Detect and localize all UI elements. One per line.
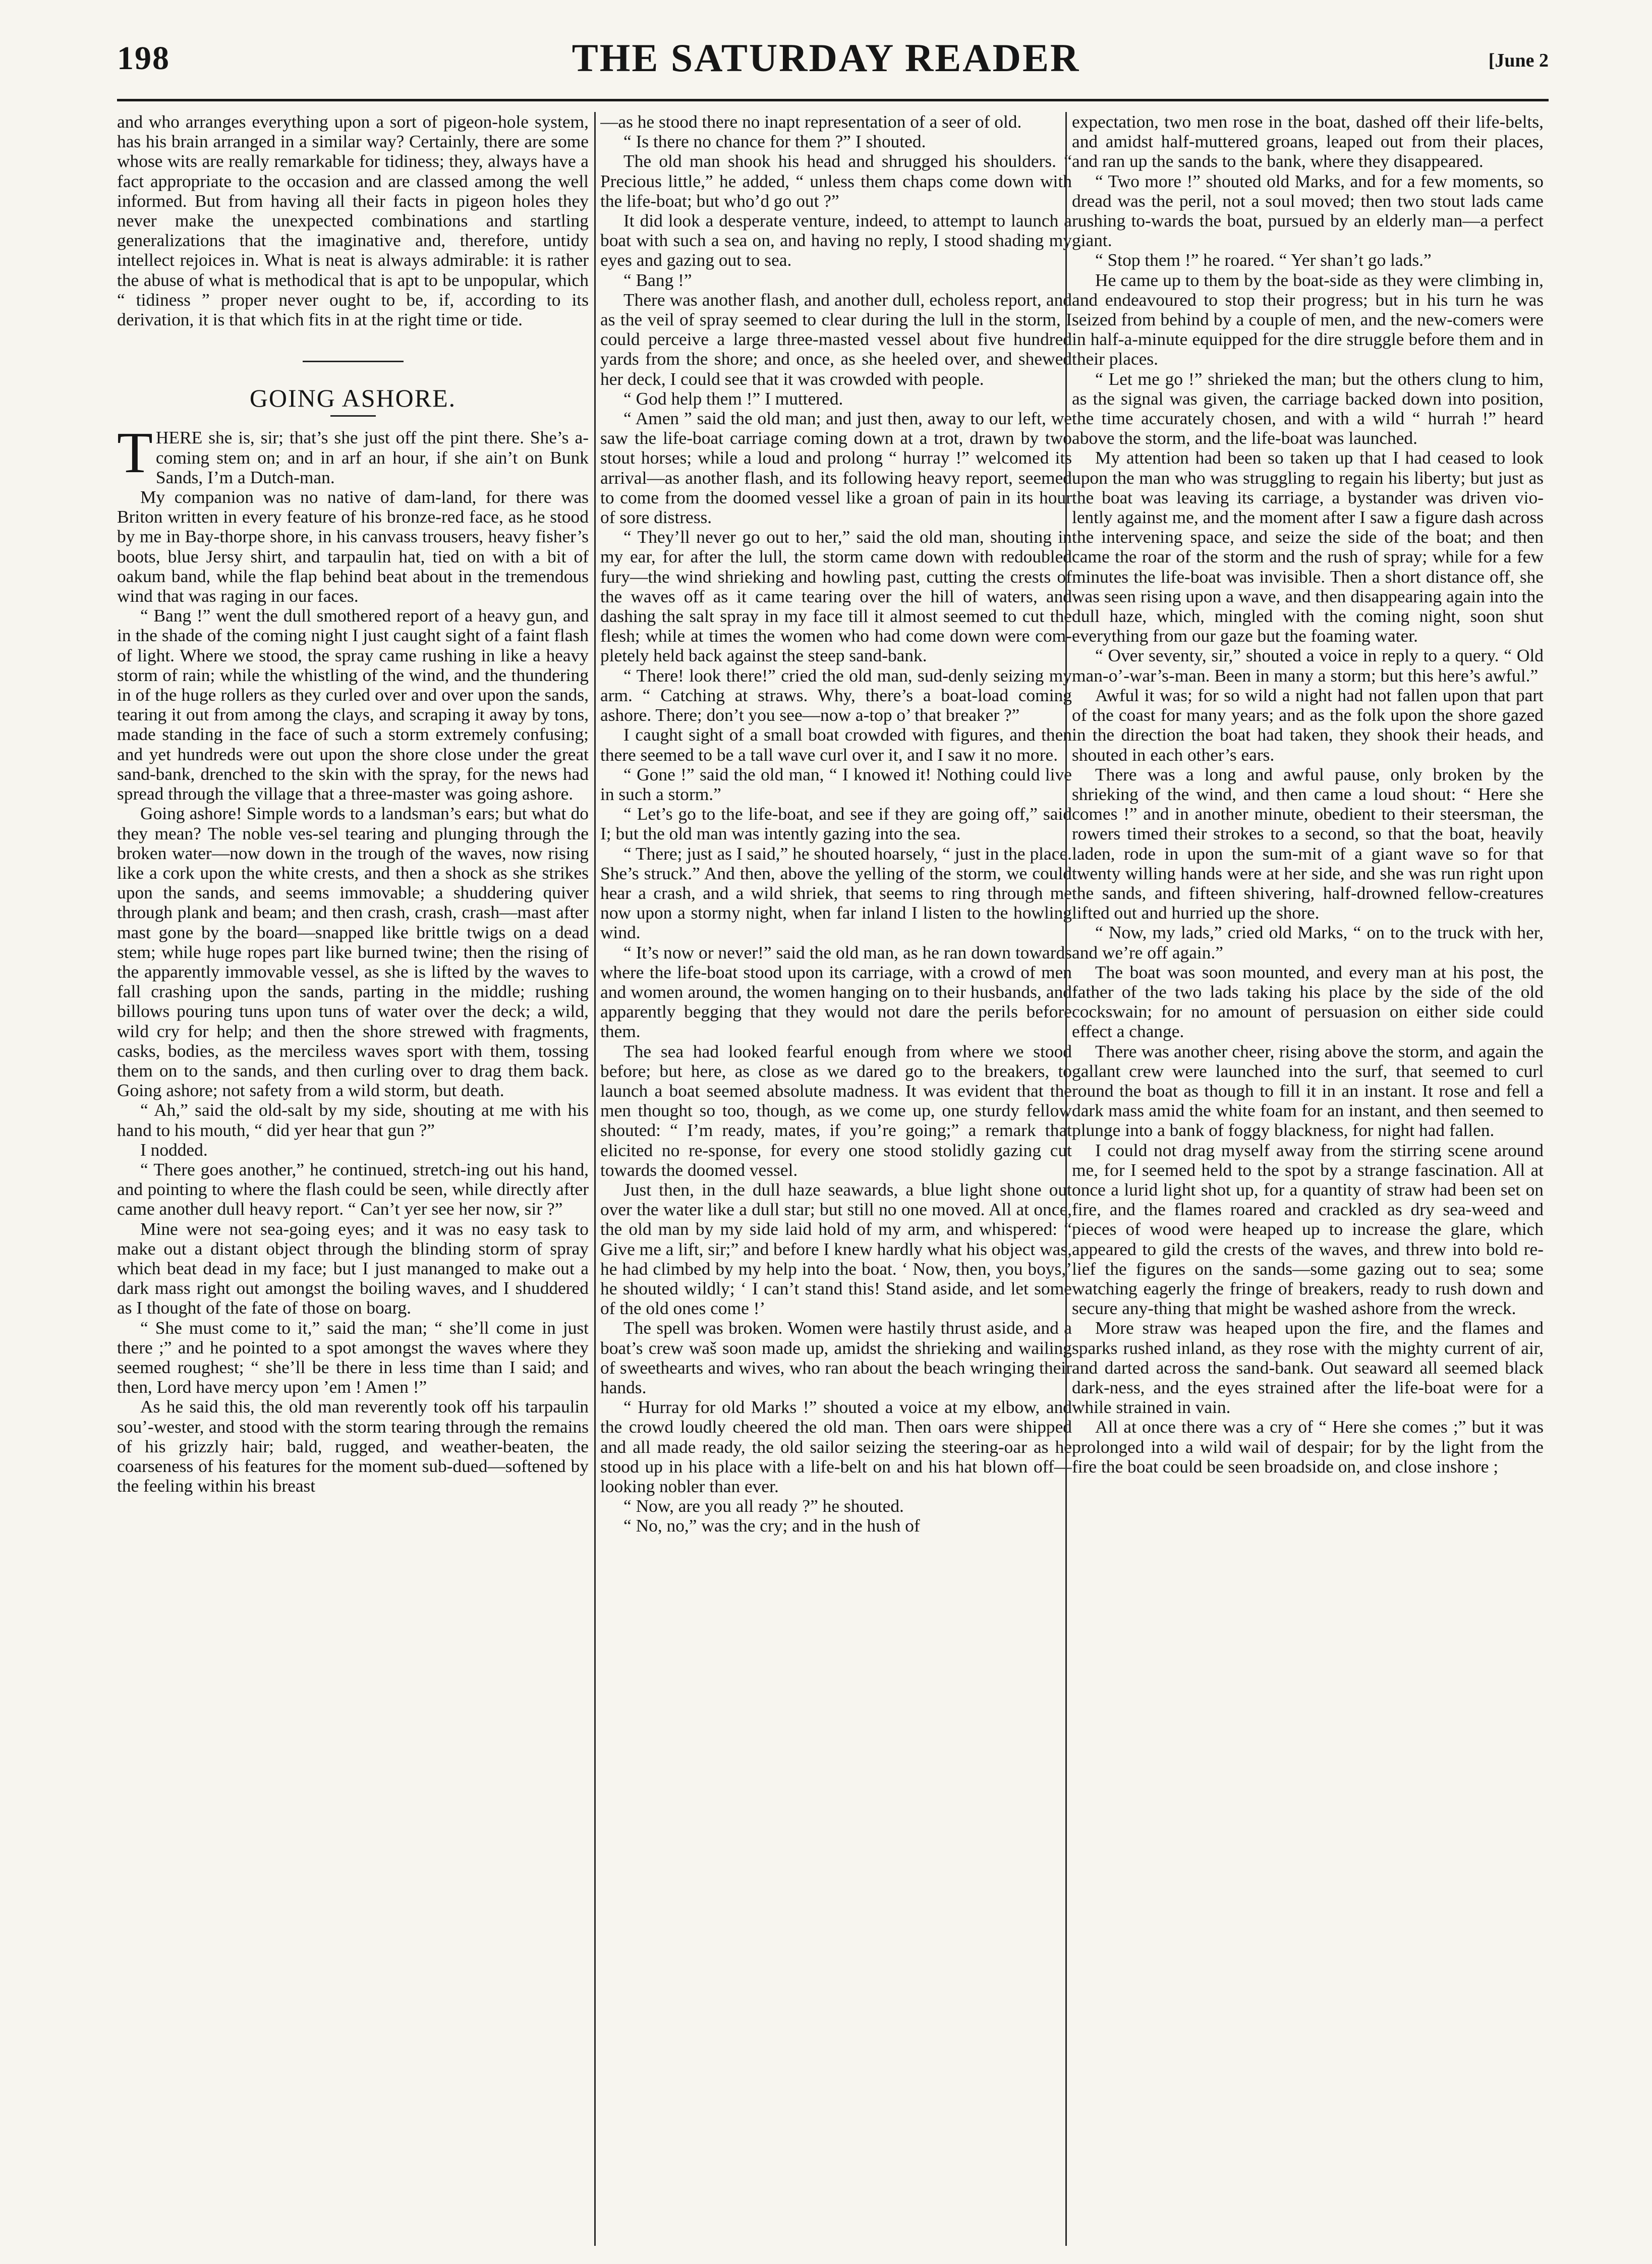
paragraph: “ They’ll never go out to her,” said the old man, shouting in my ear, for after the lull, the storm came down with redoubled fury—the wind shrieking and howling past, cutting the crests of the waves off as it came tearing over the hill of waters, and dashing the salt spray in my face till it almost seemed to cut the flesh; while at times the women who had come down were com-pletely held back against the steep sand-bank. [600,527,1072,666]
previous-article-ending: and who arranges everything upon a sort of pigeon-hole system, has his brain arranged in a similar way? Certainly, there are some whose wits are really remarkable for tidiness; they, always have a fact appropriate to the occasion and are classed among the well informed. But from having all their facts in pigeon holes they never make the unexpected combinations and startling generalizations that the imaginative and, therefore, untidy intellect rejoices in. What is neat is always admirable: it is rather the abuse of what is methodical that is apt to be unpopular, which “ tidiness ” proper never ought to be, if, according to its derivation, it is that which fits in at the right time or tide. [117,112,589,330]
article-body-part-1 [117,421,589,1496]
column-divider [1065,112,1067,2246]
paragraph: Just then, in the dull haze seawards, a blue light shone out over the water like a dull star; but still no one moved. All at once, the old man by my side laid hold of my arm, and whispered: “ Give me a lift, sir;” and before I knew hardly what his object was, he had climbed by my help into the boat. ‘ Now, then, you boys,’ he shouted wildly; ‘ I can’t stand this! Stand aside, and let some of the old ones come !’ [600,1179,1072,1319]
text-column-3 [1072,112,1544,2248]
paragraph: Awful it was; for so wild a night had not fallen upon that part of the coast for many years; and as the folk upon the shore gazed in the direction the boat had taken, they shook their heads, and shouted in each other’s ears. [1072,685,1544,765]
issue-date: [June 2 [1488,50,1549,71]
paragraph: “ Let me go !” shrieked the man; but the others clung to him, as the signal was given, the carriage backed down into position, the time accurately chosen, and with a wild “ hurrah !” heard above the storm, and the life-boat was launched. [1072,368,1544,448]
paragraph: “ Now, are you all ready ?” he shouted. [623,1496,904,1516]
paragraph: All at once there was a cry of “ Here she comes ;” but it was prolonged into a wild wail of despair; for by the light from the fire the boat could be seen broadside on, and close inshore ; [1072,1417,1544,1477]
paragraph: As he said this, the old man reverently took off his tarpaulin sou’-wester, and stood with the storm tearing through the remains of his grizzly hair; bald, rugged, and weather-beaten, the coarseness of his features for the moment sub-dued—softened by the feeling within his breast [117,1396,589,1496]
paragraph: “ Hurray for old Marks !” shouted a voice at my elbow, and the crowd loudly cheered the old man. Then oars were shipped and all made ready, the old sailor seizing the steering-oar as he stood up in his place with a life-belt on and his hat blown off—looking nobler than ever. [600,1397,1072,1497]
paragraph: “ There goes another,” he continued, stretch-ing out his hand, and pointing to where the flash could be seen, while directly after came another dull heavy report. “ Can’t yer see her now, sir ?” [117,1159,589,1219]
paragraph: It did look a desperate venture, indeed, to attempt to launch a boat with such a sea on, and having no reply, I stood shading my eyes and gazing out to sea. [600,210,1072,270]
paragraph: “ Gone !” said the old man, “ I knowed it! Nothing could live in such a storm.” [600,764,1072,804]
paragraph: “ Amen ” said the old man; and just then, away to our left, we saw the life-boat carriage coming down at a trot, drawn by two stout horses; while a loud and prolong “ hurray !” welcomed its arrival—as another flash, and its following heavy report, seemed to come from the doomed vessel like a groan of pain in its hour of sore distress. [600,408,1072,528]
paragraph: “ She must come to it,” said the man; “ she’ll come in just there ;” and he pointed to a spot amongst the waves where they seemed roughest; “ she’ll be there in less time than I said; and then, Lord have mercy upon ’em ! Amen !” [117,1317,589,1397]
paragraph: The boat was soon mounted, and every man at his post, the father of the two lads taking his place by the side of the old cockswain; for no amount of persuasion on either side could effect a change. [1072,961,1544,1042]
paragraph: There was another cheer, rising above the storm, and again the gallant crew were launched into the surf, that seemed to curl round the boat as though to fill it in an instant. It rose and fell a dark mass amid the white foam for an instant, and then seemed to plunge into a bank of foggy blackness, for night had fallen. [1072,1041,1544,1141]
paragraph: “ Now, my lads,” cried old Marks, “ on to the truck with her, and we’re off again.” [1072,922,1544,963]
text-column-1 [117,112,589,2248]
paragraph: More straw was heaped upon the fire, and the flames and sparks rushed inland, as they rose with the mighty current of air, and darted across the sand-bank. Out seaward all seemed black dark-ness, and the eyes strained after the life-boat were for a while strained in vain. [1072,1318,1544,1418]
article-body-part-3 [1072,112,1544,1477]
paragraph: “ It’s now or never!” said the old man, as he ran down towards where the life-boat stood upon its carriage, with a crowd of men and women around, the women hanging on to their husbands, and apparently begging that they would not dare the perils before them. [600,942,1072,1042]
paragraph: The old man shook his head and shrugged his shoulders. “ Precious little,” he added, “ unless them chaps come down with the life-boat; but who’d go out ?” [600,151,1072,211]
article-title: GOING ASHORE. [249,384,457,413]
paragraph: The sea had looked fearful enough from where we stood before; but here, as close as we dared go to the breakers, to launch a boat seemed absolute madness. It was evident that the men thought so too, though, as we come up, one sturdy fellow shouted: “ I’m ready, mates, if you’re going;” a remark that elicited no re-sponse, for every one stood stolidly gazing cut towards the doomed vessel. [600,1041,1072,1180]
paragraph: “ There! look there!” cried the old man, sud-denly seizing my arm. “ Catching at straws. Why, there’s a boat-load coming ashore. There; don’t you see—now a-top o’ that breaker ?” [600,665,1072,725]
paragraph: My attention had been so taken up that I had ceased to look upon the man who was struggling to regain his liberty; but just as the boat was leaving its carriage, a bystander was driven vio-lently against me, and the moment after I saw a figure dash across the intervening space, and seize the side of the boat; and then came the roar of the storm and the rush of spray; while for a few minutes the life-boat was invisible. Then a short distance off, she was seen rising upon a wave, and then disappearing again into the dull haze, which, mingled with the coming night, soon shut everything from our gaze but the foaming water. [1072,447,1544,646]
paragraph: I caught sight of a small boat crowded with figures, and then there seemed to be a tall wave curl over it, and I saw it no more. [600,724,1072,765]
paragraph: “ Ah,” said the old-salt by my side, shouting at me with his hand to his mouth, “ did yer hear that gun ?” [117,1100,589,1140]
paragraph: The spell was broken. Women were hastily thrust aside, and a boat’s crew waš soon made up, amidst the shrieking and wailing of sweethearts and wives, who ran about the beach wringing their hands. [600,1318,1072,1397]
article-body-part-2 [600,112,1072,1536]
paragraph: expectation, two men rose in the boat, dashed off their life-belts, and amidst half-muttered groans, leaped out from their places, and ran up the sands to the bank, where they disappeared. [1072,112,1544,172]
title-rule [330,415,376,417]
header-rule [117,99,1549,101]
paragraph: He came up to them by the boat-side as they were climbing in, and endeavoured to stop their progress; but in his turn he was seized from behind by a couple of men, and the new-comers were in half-a-minute equipped for the dire struggle before them and in their places. [1072,269,1544,369]
paragraph: “ There; just as I said,” he shouted hoarsely, “ just in the place. She’s struck.” And then, above the yelling of the storm, we could hear a crash, and a wild shriek, that seems to ring through me now upon a stormy night, when far inland I listen to the howling wind. [600,843,1072,943]
page-number: 198 [117,40,170,77]
paragraph: “ Stop them !” he roared. “ Yer shan’t go lads.” [1095,250,1432,270]
paragraph: Mine were not sea-going eyes; and it was no easy task to make out a distant object through the blinding storm of spray which beat dead in my face; but I just mananged to make out a dark mass right out amongst the boiling waves, and I shuddered as I thought of the fate of those on boarg. [117,1218,589,1318]
paragraph: “ No, no,” was the cry; and in the hush of [623,1515,920,1536]
paragraph: “ Bang !” went the dull smothered report of a heavy gun, and in the shade of the coming night I just caught sight of a faint flash of light. Where we stood, the spray came rushing in like a heavy storm of rain; while the whistling of the wind, and the thundering in of the huge rollers as they curled over and over upon the sands, tearing it out from among the clays, and scraping it away by tons, made standing in the face of such a storm extremely confusing; and yet hundreds were out upon the shore close under the great sand-bank, drenched to the skin with the spray, for the news had spread through the village that a three-master was going ashore. [117,605,589,804]
column-divider [594,112,596,2246]
paragraph: I nodded. [140,1139,208,1160]
paragraph: I could not drag myself away from the stirring scene around me, for I seemed held to the spot by a strange fascination. All at once a lurid light shot up, for a quantity of straw had been set on fire, and the flames roared and crackled as dry sea-weed and pieces of wood were heaped up to increase the glare, which appeared to gild the crests of the waves, and threw into bold re-lief the figures on the sands—some gazing out to sea; some watching eagerly the fringe of breakers, ready to rush down and secure any-thing that might be washed ashore from the wreck. [1072,1140,1544,1319]
text-column-2 [600,112,1072,2248]
paragraph: “ Bang !” [623,269,692,290]
paragraph: —as he stood there no inapt representation of a seer of old. [600,112,1022,132]
paragraph-text: HERE she is, sir; that’s she just off the pint there. She’s a-coming stem on; and in arf an hour, if she ain’t on Bunk Sands, I’m a Dutch-man. [155,427,589,487]
paragraph: My companion was no native of dam-land, for there was Briton written in every feature of his bronze-red face, as he stood by me in Bay-thorpe shore, in his canvass trousers, heavy fisher’s boots, blue Jersy shirt, and tarpaulin hat, tied on with a bit of oakum band, while the flap behind beat about in the tremendous wind that was raging in our faces. [117,487,589,606]
paragraph [117,421,589,487]
paragraph: There was a long and awful pause, only broken by the shrieking of the wind, and then came a loud shout: “ Here she comes !” and in another minute, obedient to their steersman, the rowers timed their strokes to a second, so that the boat, heavily laden, rode in upon the sum-mit of a giant wave so for that twenty willing hands were at her side, and she was run right upon the sands, and fifteen shivering, half-drowned fellow-creatures lifted out and hurried up the shore. [1072,764,1544,923]
page-header [0,0,1652,116]
journal-title: THE SATURDAY READER [572,36,1080,80]
drop-cap: T [117,421,153,486]
article-separator-rule [303,361,404,362]
paragraph: “ Over seventy, sir,” shouted a voice in reply to a query. “ Old man-o’-war’s-man. Been in many a storm; but this here’s awful.” [1072,645,1544,686]
paragraph: “ Two more !” shouted old Marks, and for a few moments, so dread was the peril, not a soul moved; then two stout lads came rushing to-wards the boat, pursued by an elderly man—a perfect giant. [1072,171,1544,251]
paragraph: Going ashore! Simple words to a landsman’s ears; but what do they mean? The noble ves-sel tearing and plunging through the broken water—now down in the trough of the waves, now rising like a cork upon the white crests, and then a shock as she strikes upon the sands, and seems immovable; a shuddering quiver through plank and beam; and then crash, crash, crash—mast after mast gone by the board—snapped like brittle twigs on a dead stem; while huge ropes part like burned twine; then the rising of the apparently immovable vessel, as she is lifted by the waves to fall crashing upon the sands, parting in the middle; rushing billows pouring tuns upon tuns of water over the deck; a wild, wild cry for help; and then the shore strewed with fragments, casks, bodies, as the merciless waves sport with them, tossing them on to the sands, and then curling over to drag them back. Going ashore; not safety from a wild storm, but death. [117,803,589,1101]
paragraph: “ God help them !” I muttered. [623,388,843,409]
paragraph: There was another flash, and another dull, echoless report, and as the veil of spray seemed to clear during the lull in the storm, I could perceive a large three-masted vessel about five hundred yards from the shore; and once, as she heeled over, and shewed her deck, I could see that it was crowded with people. [600,289,1072,389]
paragraph: “ Is there no chance for them ?” I shouted. [623,131,926,152]
paragraph: “ Let’s go to the life-boat, and see if they are going off,” said I; but the old man was intently gazing into the sea. [600,804,1072,844]
